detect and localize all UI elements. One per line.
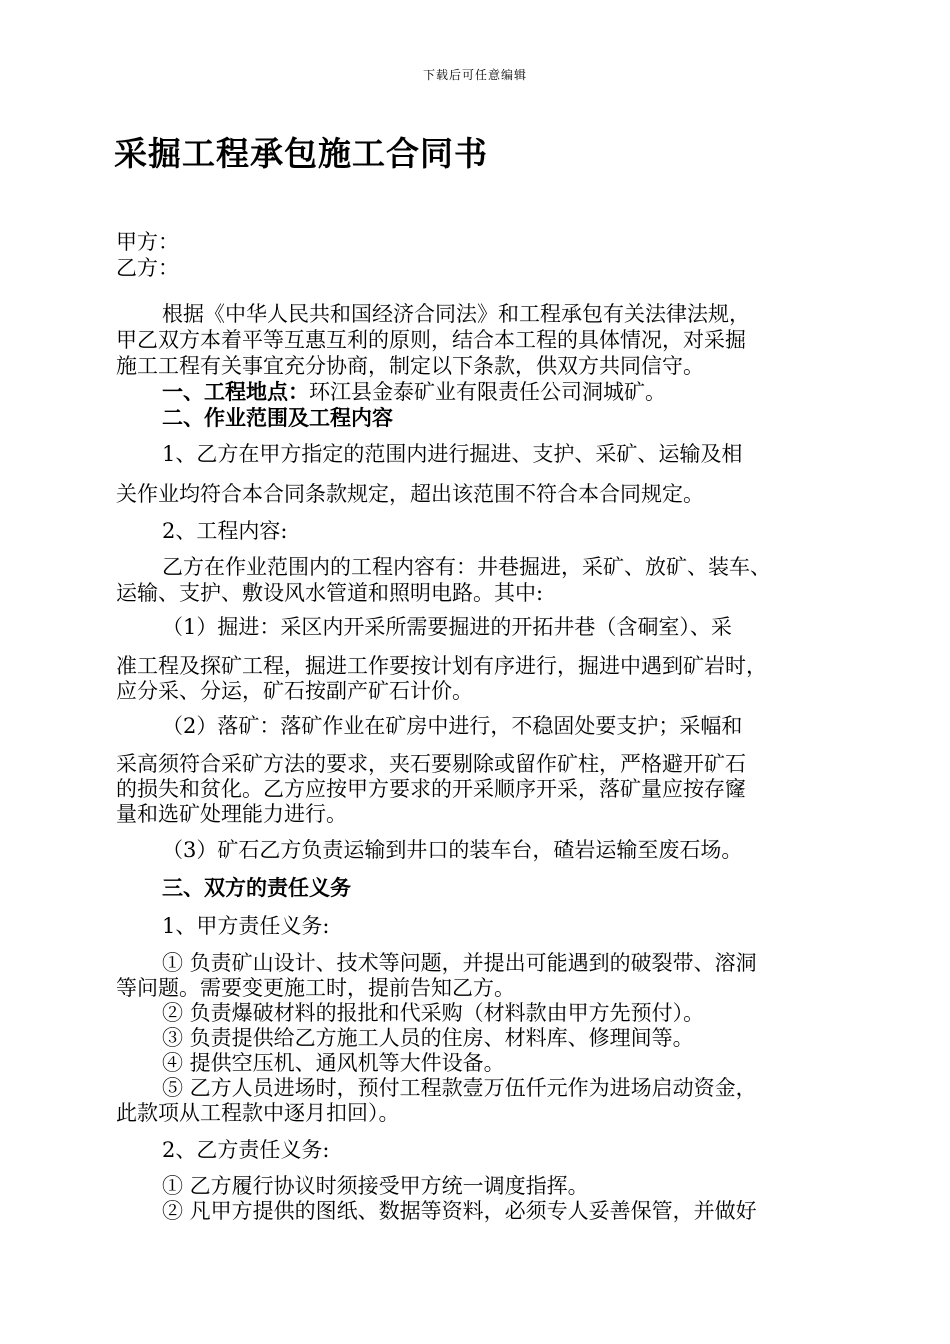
intro-line-2: 甲乙双方本着平等互惠互利的原则，结合本工程的具体情况，对采掘: [116, 328, 746, 352]
section-2-heading: 二、作业范围及工程内容: [162, 405, 393, 430]
section-2-item-1-line-2: 关作业均符合本合同条款规定，超出该范围不符合本合同规定。: [116, 482, 704, 506]
document-title: 采掘工程承包施工合同书: [114, 134, 488, 173]
party-b-duty-1: ① 乙方履行协议时须接受甲方统一调度指挥。: [162, 1174, 589, 1198]
excavation-line-3: 应分采、分运，矿石按副产矿石计价。: [116, 679, 473, 703]
party-a-duty-1-line-2: 等问题。需要变更施工时，提前告知乙方。: [116, 976, 515, 1000]
party-b-label: 乙方：: [116, 256, 179, 280]
excavation-line-2: 准工程及探矿工程，掘进工作要按计划有序进行，掘进中遇到矿岩时，: [116, 654, 767, 678]
party-a-duty-5-line-2: 此款项从工程款中逐月扣回）。: [116, 1101, 400, 1125]
party-a-label: 甲方：: [116, 230, 179, 254]
excavation-line-1: （1）掘进：采区内开采所需要掘进的开拓井巷（含硐室）、采: [162, 615, 732, 639]
ore-falling-line-3: 的损失和贫化。乙方应按甲方要求的开采顺序开采，落矿量应按存窿: [116, 777, 746, 801]
party-a-duty-1-line-1: ① 负责矿山设计、技术等问题，并提出可能遇到的破裂带、溶洞: [162, 951, 757, 975]
party-a-duty-3: ③ 负责提供给乙方施工人员的住房、材料库、修理间等。: [162, 1026, 694, 1050]
ore-falling-line-4: 量和选矿处理能力进行。: [116, 802, 347, 826]
section-2-item-2: 2、工程内容:: [162, 519, 288, 543]
section-2-item-1-line-1: 1、乙方在甲方指定的范围内进行掘进、支护、采矿、运输及相: [162, 442, 743, 466]
party-a-duties-heading: 1、甲方责任义务:: [162, 914, 330, 938]
intro-line-3: 施工工程有关事宜充分协商，制定以下条款，供双方共同信守。: [116, 354, 704, 378]
work-content-line-1: 乙方在作业范围内的工程内容有：井巷掘进，采矿、放矿、装车、: [162, 555, 771, 579]
work-content-line-2: 运输、支护、敷设风水管道和照明电路。其中:: [116, 581, 544, 605]
party-b-duties-heading: 2、乙方责任义务:: [162, 1138, 330, 1162]
header-note: 下载后可任意编辑: [422, 68, 527, 82]
section-3-heading: 三、双方的责任义务: [162, 875, 351, 900]
intro-line-1: 根据《中华人民共和国经济合同法》和工程承包有关法律法规，: [162, 302, 750, 326]
ore-falling-line-2: 采高须符合采矿方法的要求，夹石要剔除或留作矿柱，严格避开矿石: [116, 752, 746, 776]
transport-line: （3）矿石乙方负责运输到井口的装车台，碴岩运输至废石场。: [162, 838, 743, 862]
party-a-duty-2: ② 负责爆破材料的报批和代采购（材料款由甲方先预付）。: [162, 1001, 705, 1025]
ore-falling-line-1: （2）落矿：落矿作业在矿房中进行，不稳固处要支护；采幅和: [162, 714, 743, 738]
section-1-heading: 一、工程地点：: [162, 379, 309, 404]
party-a-duty-4: ④ 提供空压机、通风机等大件设备。: [162, 1051, 505, 1075]
party-b-duty-2: ② 凡甲方提供的图纸、数据等资料，必须专人妥善保管，并做好: [162, 1199, 757, 1223]
section-1-text: 环江县金泰矿业有限责任公司洞城矿。: [309, 380, 666, 404]
party-a-duty-5-line-1: ⑤ 乙方人员进场时，预付工程款壹万伍仟元作为进场启动资金，: [162, 1076, 757, 1100]
